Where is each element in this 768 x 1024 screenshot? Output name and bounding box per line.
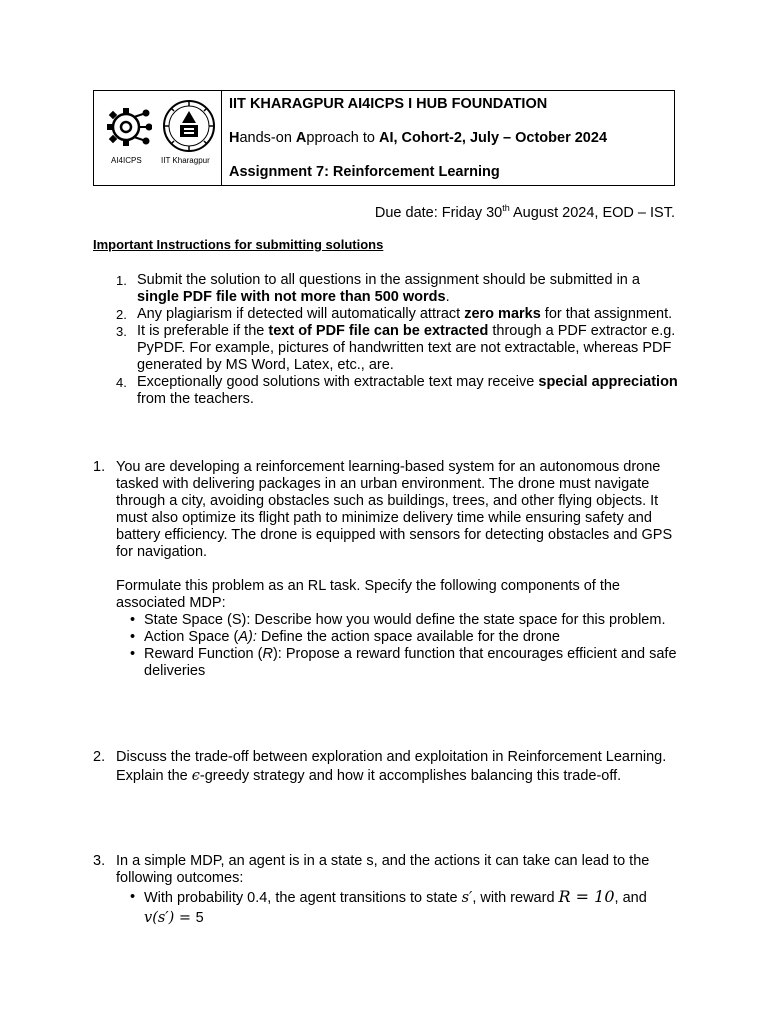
ai4icps-logo-label: AI4ICPS <box>111 156 142 165</box>
iit-kharagpur-emblem <box>162 99 216 153</box>
iit-kharagpur-label: IIT Kharagpur <box>161 156 210 165</box>
instructions-list <box>93 272 683 408</box>
header-title: IIT KHARAGPUR AI4ICPS I HUB FOUNDATION <box>229 96 548 112</box>
instructions-heading: Important Instructions for submitting solutions <box>93 237 384 252</box>
q1-state-space: • State Space (S): Describe how you would define the state space for this problem. <box>116 612 683 629</box>
due-date: Due date: Friday 30th August 2024, EOD – IST. <box>374 203 675 221</box>
instruction-item: 4. Exceptionally good solutions with extractable text may receive special appreciation from the teachers. <box>116 374 678 407</box>
question-2: 2. Discuss the trade-off between exploration and exploitation in Reinforcement Learning. Explain the ϵ-greedy strategy and how it accomplishes balancing this trade-off. <box>93 749 667 784</box>
q1-description: You are developing a reinforcement learning-based system for an autonomous drone tasked with delivering packages in an urban environment. The drone must navigate through a city, avoiding obstacles such as buildings, trees, and other flying objects. It must also optimize its flight path to minimize delivery time while ensuring safety and battery efficiency. The drone is equipped with sensors for detecting obstacles and GPS for navigation. <box>116 459 673 560</box>
q3-outcomes-list <box>116 887 683 928</box>
instruction-item: 2. Any plagiarism if detected will automatically attract zero marks for that assignment. <box>116 306 673 322</box>
assignment-title: Assignment 7: Reinforcement Learning <box>229 164 500 180</box>
question-3: 3. In a simple MDP, an agent is in a state s, and the actions it can take can lead to the following outcomes: • With probability 0.4, the agent transitions to state s′, with reward R = 10, and v(s′) = 5 <box>93 853 683 928</box>
question-1: 1. You are developing a reinforcement learning-based system for an autonomous drone tasked with delivering packages in an urban environment. The drone must navigate through a city, avoiding obstacles such as buildings, trees, and other flying objects. It must also optimize its flight path to minimize delivery time while ensuring safety and battery efficiency. The drone is equipped with sensors for detecting obstacles and GPS for navigation. Formulate this problem as an RL task. Specify the following components of the associated MDP: • State Space (S): Describe how you would define the state space for this problem. • Action Space (A): Define the action space available for the drone • Reward Function (R): Propose a reward function that encourages efficient and safe deliveries <box>93 459 683 680</box>
ai4icps-logo <box>104 103 152 151</box>
q1-components-list <box>116 612 683 680</box>
logo-cell <box>94 91 222 185</box>
q1-formulate: Formulate this problem as an RL task. Specify the following components of the associated MDP: <box>116 578 620 611</box>
instruction-item: 1. Submit the solution to all questions in the assignment should be submitted in a single PDF file with not more than 500 words. <box>116 272 640 305</box>
instruction-item: 3. It is preferable if the text of PDF file can be extracted through a PDF extractor e.g. PyPDF. For example, pictures of handwritten text are not extractable, whereas PDF generated by MS Word, Latex, etc., are. <box>116 323 676 373</box>
q3-description: In a simple MDP, an agent is in a state s, and the actions it can take can lead to the following outcomes: <box>116 853 650 886</box>
q1-action-space: • Action Space (A): Define the action space available for the drone <box>116 629 683 646</box>
header-course: Hands-on Approach to AI, Cohort-2, July – October 2024 <box>229 130 608 146</box>
q3-outcome: • With probability 0.4, the agent transitions to state s′, with reward R = 10, and v(s′) = 5 <box>116 887 683 928</box>
q1-reward-function: • Reward Function (R): Propose a reward function that encourages efficient and safe deliveries <box>116 646 683 680</box>
